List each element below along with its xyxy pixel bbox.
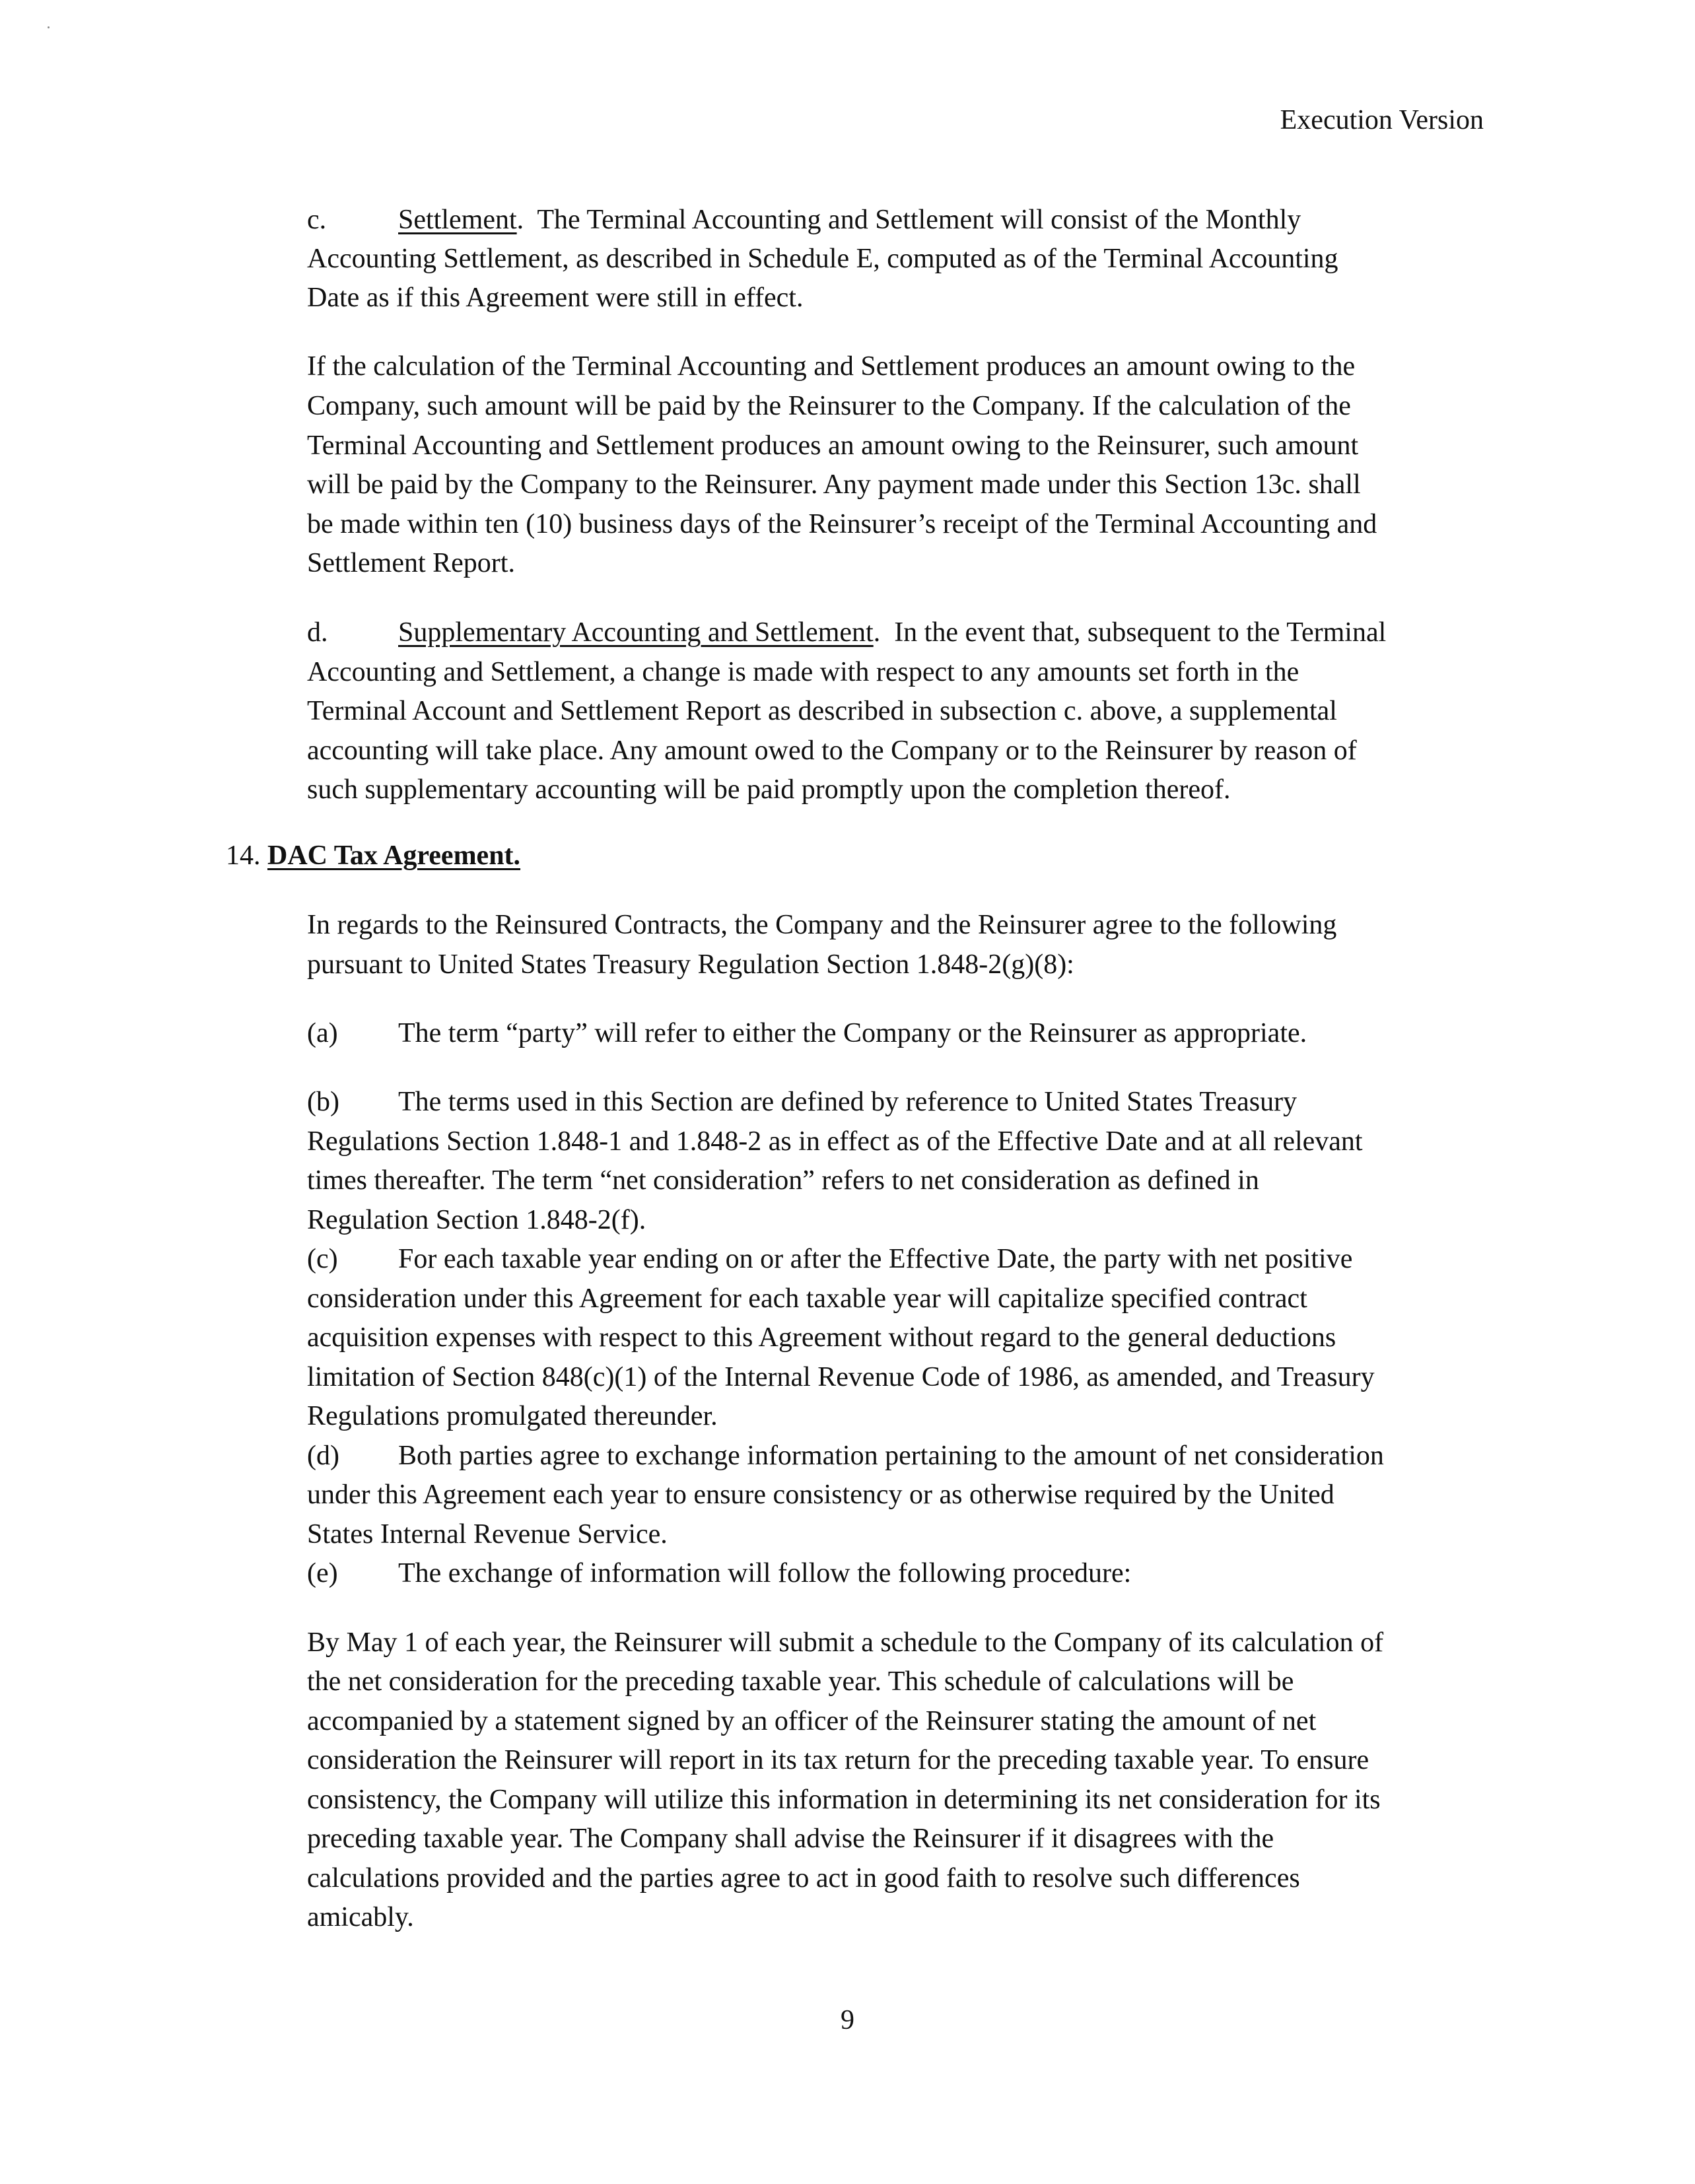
section-14-heading: [226, 836, 520, 875]
section-13c-para2-line-4: will be paid by the Company to the Reinsurer. Any payment made under this Section 13c. shall: [307, 469, 1361, 500]
procedure-line-1: By May 1 of each year, the Reinsurer will submit a schedule to the Company of its calculation of: [307, 1627, 1384, 1658]
section-13d-line-3: Terminal Account and Settlement Report as described in subsection c. above, a supplemental: [307, 696, 1337, 726]
section-13c-text: The Terminal Accounting and Settlement will consist of the Monthly: [524, 205, 1301, 235]
section-13d-line-2: Accounting and Settlement, a change is made with respect to any amounts set forth in the: [307, 657, 1299, 687]
section-13c-title: Settlement: [398, 205, 517, 235]
section-14d-line-2: under this Agreement each year to ensure consistency or as otherwise required by the United: [307, 1480, 1334, 1510]
section-14d-line-3: States Internal Revenue Service.: [307, 1519, 668, 1550]
item-label: (a): [307, 1018, 338, 1048]
section-14b-line-4: Regulation Section 1.848-2(f).: [307, 1205, 646, 1235]
section-13c-line-2: Accounting Settlement, as described in Schedule E, computed as of the Terminal Accounting: [307, 244, 1338, 274]
item-label: (b): [307, 1087, 339, 1117]
section-13c-para2-line-3: Terminal Accounting and Settlement produces an amount owing to the Reinsurer, such amount: [307, 430, 1359, 461]
item-text: The exchange of information will follow the following procedure:: [398, 1558, 1132, 1588]
section-14-intro-line-1: In regards to the Reinsured Contracts, the Company and the Reinsurer agree to the following: [307, 910, 1337, 940]
section-14-intro-line-2: pursuant to United States Treasury Regulation Section 1.848-2(g)(8):: [307, 949, 1074, 980]
section-14b-line-2: Regulations Section 1.848-1 and 1.848-2 as in effect as of the Effective Date and at all relevant: [307, 1126, 1363, 1157]
procedure-line-6: preceding taxable year. The Company shall advise the Reinsurer if it disagrees with the: [307, 1824, 1274, 1854]
title-period: .: [516, 205, 524, 235]
section-13d-text: In the event that, subsequent to the Terminal: [880, 617, 1387, 648]
section-13d-line-5: such supplementary accounting will be paid promptly upon the completion thereof.: [307, 774, 1231, 805]
procedure-line-8: amicably.: [307, 1902, 414, 1932]
procedure-line-2: the net consideration for the preceding taxable year. This schedule of calculations will be: [307, 1666, 1294, 1697]
section-14c-line-4: limitation of Section 848(c)(1) of the Internal Revenue Code of 1986, as amended, and Treasury: [307, 1362, 1375, 1392]
procedure-line-4: consideration the Reinsurer will report in its tax return for the preceding taxable year. To ensure: [307, 1745, 1369, 1775]
item-label: (d): [307, 1441, 339, 1471]
section-14e: [307, 1553, 1131, 1593]
section-13c-para2-line-5: be made within ten (10) business days of the Reinsurer’s receipt of the Terminal Accounting and: [307, 509, 1377, 539]
section-14a: [307, 1013, 1307, 1053]
section-13c-label: c.: [307, 205, 327, 235]
section-14c-line-5: Regulations promulgated thereunder.: [307, 1401, 718, 1431]
item-text: The term “party” will refer to either the Company or the Reinsurer as appropriate.: [398, 1018, 1307, 1048]
item-text: The terms used in this Section are defined by reference to United States Treasury: [398, 1087, 1297, 1117]
section-14b-line-1: [307, 1082, 1297, 1122]
scan-speck: [48, 26, 50, 28]
item-text: Both parties agree to exchange information pertaining to the amount of net consideration: [398, 1441, 1384, 1471]
section-13d-label: d.: [307, 617, 328, 648]
procedure-line-5: consistency, the Company will utilize this information in determining its net consideration for its: [307, 1785, 1381, 1815]
section-13c-line-1: [307, 200, 1301, 240]
section-13c-para2-line-1: If the calculation of the Terminal Accounting and Settlement produces an amount owing to the: [307, 351, 1356, 382]
execution-version-label: Execution Version: [1280, 105, 1484, 135]
section-13d-line-1: [307, 613, 1386, 652]
item-label: (e): [307, 1558, 338, 1588]
section-13c-line-3: Date as if this Agreement were still in effect.: [307, 283, 804, 313]
section-13d-title: Supplementary Accounting and Settlement: [398, 617, 874, 648]
section-13c-para2-line-2: Company, such amount will be paid by the Reinsurer to the Company. If the calculation of the: [307, 391, 1351, 421]
section-13c-para2-line-6: Settlement Report.: [307, 548, 515, 578]
procedure-line-3: accompanied by a statement signed by an officer of the Reinsurer stating the amount of net: [307, 1706, 1317, 1736]
page-number: 9: [841, 2005, 854, 2035]
section-14c-line-3: acquisition expenses with respect to this Agreement without regard to the general deductions: [307, 1322, 1336, 1353]
procedure-line-7: calculations provided and the parties agree to act in good faith to resolve such differences: [307, 1863, 1300, 1894]
item-text: For each taxable year ending on or after the Effective Date, the party with net positive: [398, 1244, 1353, 1274]
item-label: (c): [307, 1244, 338, 1274]
section-13d-line-4: accounting will take place. Any amount owed to the Company or to the Reinsurer by reason of: [307, 735, 1357, 766]
section-14b-line-3: times thereafter. The term “net consideration” refers to net consideration as defined in: [307, 1165, 1259, 1196]
section-14c-line-1: [307, 1239, 1352, 1279]
section-14d-line-1: [307, 1436, 1384, 1476]
section-14c-line-2: consideration under this Agreement for each taxable year will capitalize specified contract: [307, 1283, 1307, 1314]
section-14-number: 14.: [226, 840, 261, 871]
section-14-title: DAC Tax Agreement.: [267, 840, 521, 871]
title-period: .: [873, 617, 881, 648]
